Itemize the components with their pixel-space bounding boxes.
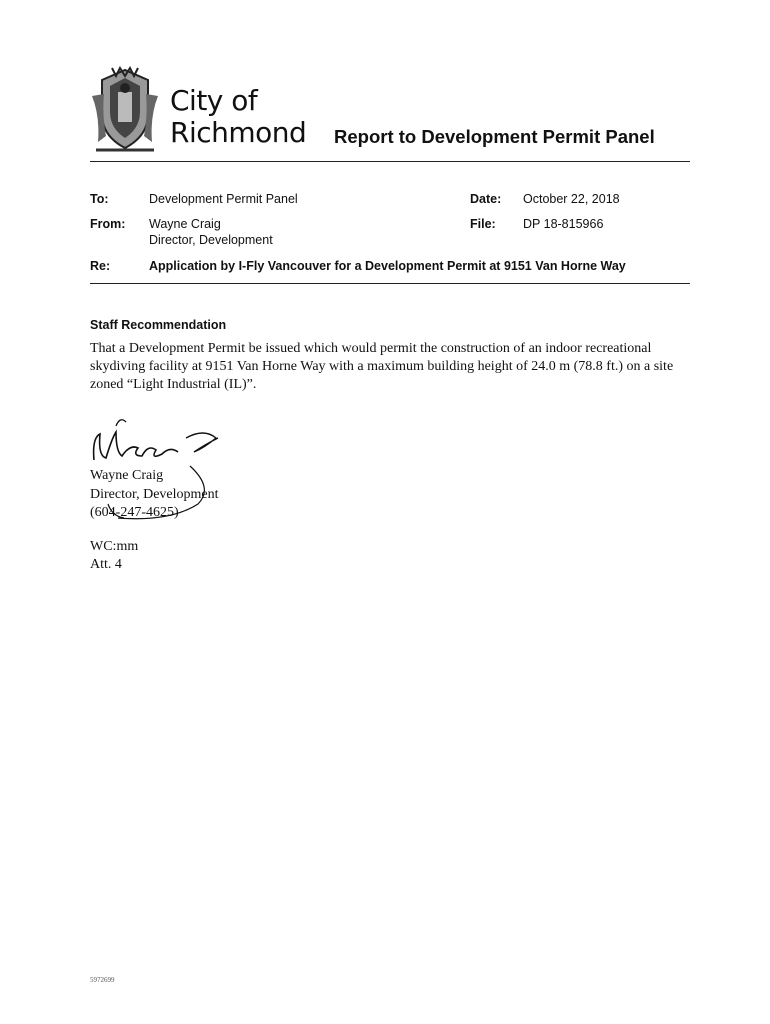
document-number: 5972699 (90, 976, 115, 984)
header-divider (90, 161, 690, 162)
date-label: Date: (470, 192, 502, 206)
file-value: DP 18-815966 (523, 217, 604, 231)
recommendation-text: That a Development Permit be issued which would permit the construction of an indoor recreational skydiving facility at 9151 Van Horne Way with a maximum building height of 24.0 m (78.8 ft.) on a site zoned “Light Industrial (IL)”. (90, 341, 674, 392)
signer-title: Director, Development (90, 487, 219, 502)
to-label: To: (90, 192, 109, 206)
city-crest-logo (90, 66, 160, 154)
memo-divider (90, 283, 690, 284)
to-value: Development Permit Panel (149, 192, 298, 206)
section-heading: Staff Recommendation (90, 318, 227, 332)
date-value: October 22, 2018 (523, 192, 620, 206)
from-title: Director, Development (149, 233, 273, 247)
logo-line-city-of: City of (170, 84, 258, 117)
re-value: Application by I-Fly Vancouver for a Development Permit at 9151 Van Horne Way (149, 259, 626, 273)
from-name: Wayne Craig (149, 217, 221, 231)
initials: WC:mm (90, 539, 139, 554)
signer-phone: (604-247-4625) (90, 505, 179, 520)
logo-line-richmond: Richmond (170, 116, 307, 149)
signer-name: Wayne Craig (90, 468, 164, 483)
from-label: From: (90, 217, 126, 231)
file-label: File: (470, 217, 496, 231)
attachments: Att. 4 (90, 557, 122, 572)
re-label: Re: (90, 259, 111, 273)
report-title: Report to Development Permit Panel (334, 126, 655, 147)
